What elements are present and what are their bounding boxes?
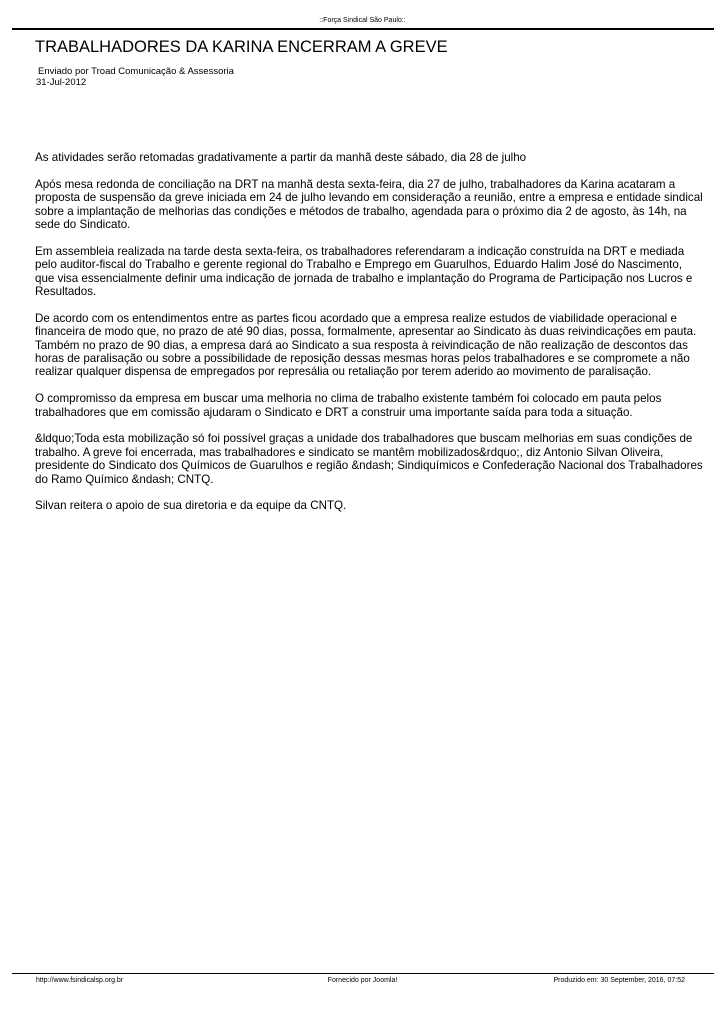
article-paragraph: De acordo com os entendimentos entre as partes ficou acordado que a empresa realize estudos de viabilidade operacional e financeira de modo que, no prazo de até 90 dias, possa, formalmente, apresentar ao Sindicato às duas reivindicações em pauta. Também no prazo de 90 dias, a empresa dará ao Sindicato a sua resposta à reivindicação de não realização de descontos das horas de paralisação ou sobre a possibilidade de reposição dessas mesmas horas pelos trabalhadores e se compromete a não realizar qualquer dispensa de empregados por represália ou retaliação por terem aderido ao movimento de paralisação. bbox=[35, 311, 697, 379]
article-paragraph: Silvan reitera o apoio de sua diretoria e da equipe da CNTQ. bbox=[35, 499, 347, 513]
article-paragraph: As atividades serão retomadas gradativamente a partir da manhã deste sábado, dia 28 de julho bbox=[35, 151, 527, 164]
footer-divider bbox=[12, 973, 714, 974]
article-paragraph: Em assembleia realizada na tarde desta sexta-feira, os trabalhadores referendaram a indicação construída na DRT e mediada pelo auditor-fiscal do Trabalho e gerente regional do Trabalho e Emprego em Guarulhos, Eduardo Halim José do Nascimento, que visa essencialmente definir uma indicação de jornada de trabalho e implantação do Programa de Participação nos Lucros e Resultados. bbox=[35, 244, 693, 299]
footer-powered-by: Fornecido por Joomla! bbox=[327, 977, 398, 984]
footer-url: http://www.fsindicalsp.org.br bbox=[36, 977, 124, 984]
site-name: ::Força Sindical São Paulo:: bbox=[319, 17, 406, 24]
article-paragraph: Após mesa redonda de conciliação na DRT na manhã desta sexta-feira, dia 27 de julho, trabalhadores da Karina acataram a proposta de suspensão da greve iniciada em 24 de julho levando em consideração a reunião, entre a empresa e entidade sindical sobre a implantação de melhorias das condições e métodos de trabalho, agendada para o próximo dia 2 de agosto, às 14h, na sede do Sindicato. bbox=[35, 177, 703, 232]
article-paragraph: &ldquo;Toda esta mobilização só foi possível graças a unidade dos trabalhadores que buscam melhorias em suas condições de trabalho. A greve foi encerrada, mas trabalhadores e sindicato se mantêm mobilizados&rdquo;, diz Antonio Silvan Oliveira, presidente do Sindicato dos Químicos de Guarulhos e região &ndash; Sindiquímicos e Confederação Nacional dos Trabalhadores do Ramo Químico &ndash; CNTQ. bbox=[35, 432, 703, 486]
header-divider bbox=[12, 28, 714, 30]
footer-produced-date: Produzido em: 30 September, 2016, 07:52 bbox=[553, 977, 685, 984]
article-author: Enviado por Troad Comunicação & Assessoria bbox=[38, 66, 234, 77]
article-title: TRABALHADORES DA KARINA ENCERRAM A GREVE bbox=[35, 38, 448, 56]
article-date: 31-Jul-2012 bbox=[36, 77, 87, 88]
article-paragraph: O compromisso da empresa em buscar uma melhoria no clima de trabalho existente também foi colocado em pauta pelos trabalhadores que em comissão ajudaram o Sindicato e DRT a construir uma importante saída para toda a situação. bbox=[35, 392, 662, 419]
article-body bbox=[35, 151, 703, 526]
article-byline bbox=[36, 66, 234, 88]
